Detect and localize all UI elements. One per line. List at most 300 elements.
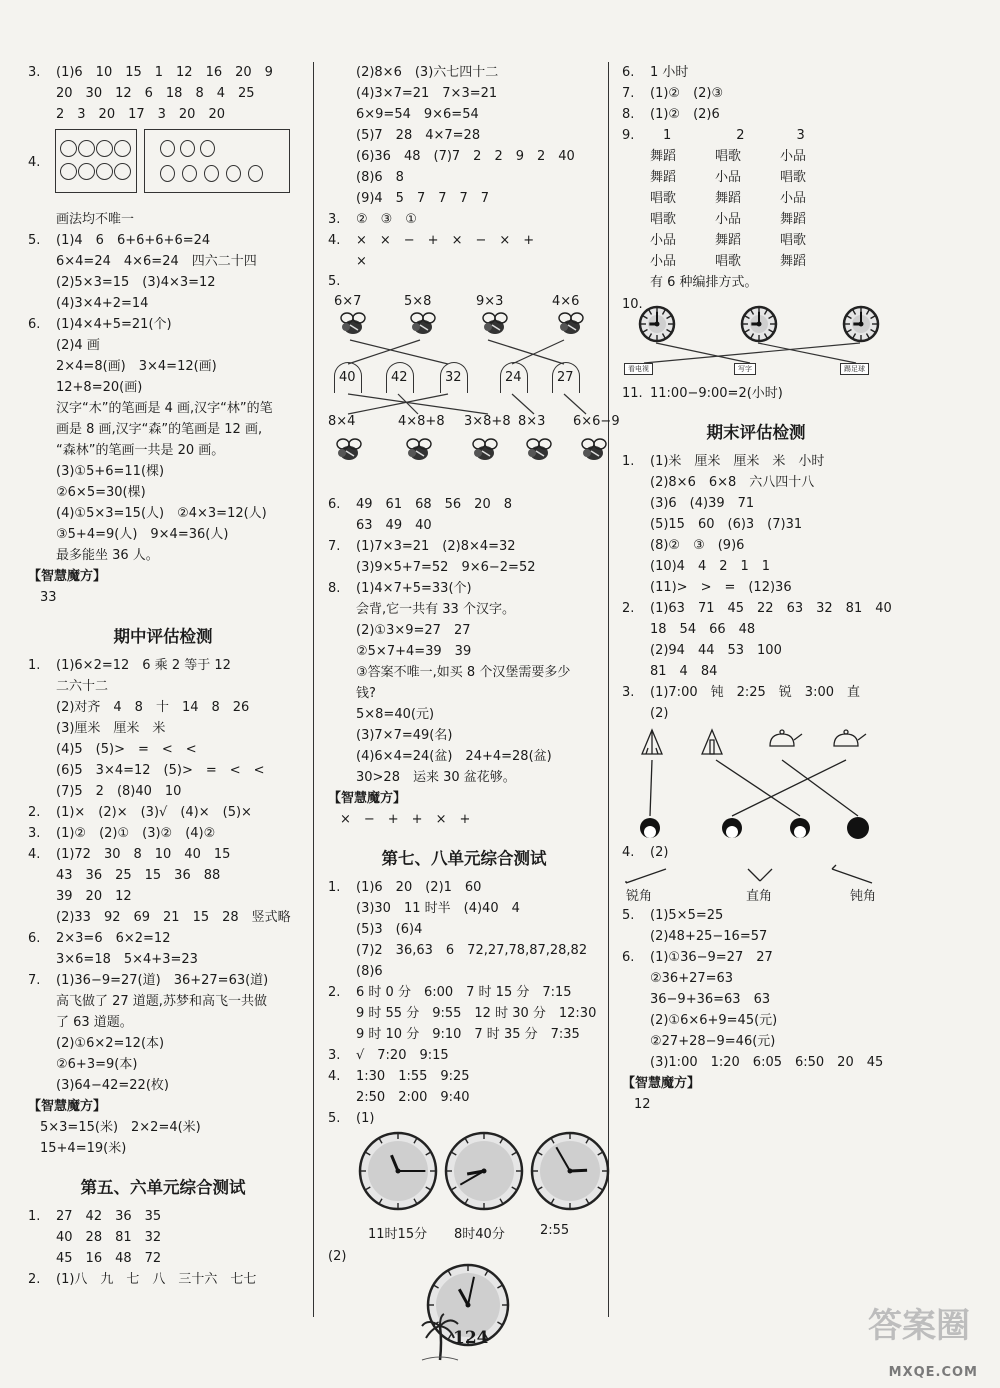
answer-line [328, 746, 600, 767]
answer-text: 1:30 1:55 9:25 [356, 1069, 470, 1084]
answer-line [28, 440, 298, 461]
answer-line [328, 125, 600, 146]
answer-line [28, 1012, 298, 1033]
question-number: 6. [622, 65, 635, 80]
column-divider [313, 62, 314, 1317]
answer-line [28, 503, 298, 524]
answer-text: 舞蹈 小品 唱歌 [650, 170, 807, 185]
answer-line [28, 62, 298, 83]
answer-text: × − + + × + [340, 812, 471, 827]
answer-text: (3)30 11 时半 (4)40 4 [356, 901, 520, 916]
answer-line [622, 125, 890, 146]
answer-text: (2) [650, 706, 669, 721]
answer-line [328, 961, 600, 982]
answer-text: (2)①6×6+9=45(元) [650, 1013, 778, 1028]
answer-text: 12+8=20(画) [56, 380, 143, 395]
answer-line [328, 767, 600, 788]
q5-bottom-label: 3×8+8 [464, 414, 511, 429]
answer-line [622, 926, 890, 947]
q5-bottom-label: 8×4 [328, 414, 356, 429]
clock-part2-label: (2) [328, 1249, 347, 1264]
answer-line [28, 1054, 298, 1075]
answer-text: (2)①3×9=27 27 [356, 623, 471, 638]
question-number: 4. [328, 1069, 341, 1084]
answer-line [622, 493, 890, 514]
answer-text: (3)①5+6=11(棵) [56, 464, 165, 479]
activity-tag: 看电视 [624, 363, 653, 375]
answer-line [622, 842, 890, 863]
answer-text: 有 6 种编排方式。 [650, 275, 758, 290]
answer-text: 39 20 12 [56, 889, 132, 904]
answer-text: 15+4=19(米) [40, 1141, 127, 1156]
answer-line [328, 877, 600, 898]
answer-line [622, 1031, 890, 1052]
clock-icon [356, 1129, 440, 1217]
answer-line [622, 989, 890, 1010]
answer-text: 1 2 3 [650, 128, 805, 143]
answer-text: (1)①36−9=27 27 [650, 950, 773, 965]
answer-line [28, 356, 298, 377]
answer-line [28, 398, 298, 419]
answer-line [622, 619, 890, 640]
angle-label: 锐角 [626, 889, 653, 904]
answer-text: √ 7:20 9:15 [356, 1048, 449, 1063]
angle-label: 钝角 [850, 889, 877, 904]
answer-line [622, 968, 890, 989]
answer-line [622, 104, 890, 125]
watermark-url: MXQE.COM [888, 1365, 978, 1380]
answer-text: (2)48+25−16=57 [650, 929, 768, 944]
shapes-matching-figure [622, 724, 890, 842]
answer-line [622, 188, 890, 209]
answer-line [28, 655, 298, 676]
answer-text: 2 3 20 17 3 20 20 [56, 107, 225, 122]
answer-line [28, 335, 298, 356]
bonus-heading: 【智慧魔方】 [28, 1099, 107, 1114]
answer-line [28, 781, 298, 802]
spacer [28, 608, 298, 619]
answer-line [28, 524, 298, 545]
answer-text: 81 4 84 [650, 664, 718, 679]
answer-line [28, 419, 298, 440]
answer-line [28, 587, 298, 608]
question-number: 10. [622, 297, 643, 312]
answer-line [28, 377, 298, 398]
question-number: 2. [328, 985, 341, 1000]
palm-tree-icon [420, 1312, 460, 1362]
q5-mid-label: 27 [557, 370, 574, 385]
question-number: 8. [328, 581, 341, 596]
answer-line [28, 209, 298, 230]
spacer [28, 1159, 298, 1170]
answer-text: (3)64−42=22(枚) [56, 1078, 169, 1093]
clock-icon [442, 1129, 526, 1217]
answer-line [328, 620, 600, 641]
answer-text: (4)5 (5)> = < < [56, 742, 197, 757]
answer-text: 12 [634, 1097, 651, 1112]
answer-text: 最多能坐 36 人。 [56, 548, 159, 563]
answer-line [622, 167, 890, 188]
answer-line [28, 1138, 298, 1159]
question-number: 4. [622, 845, 635, 860]
answer-text: 27 42 36 35 [56, 1209, 162, 1224]
answer-text: (1)② (2)① (3)② (4)② [56, 826, 216, 841]
answer-text: 18 54 66 48 [650, 622, 756, 637]
answer-line [328, 683, 600, 704]
question-number: 3. [28, 826, 41, 841]
answer-line [622, 383, 890, 404]
answer-line [28, 697, 298, 718]
answer-text: (4)6×4=24(盆) 24+4=28(盆) [356, 749, 552, 764]
answer-line [328, 62, 600, 83]
answer-text: 20 30 12 6 18 8 4 25 [56, 86, 255, 101]
question-number: 5. [328, 274, 341, 289]
answer-line [28, 865, 298, 886]
answer-line [28, 928, 298, 949]
answer-text: 33 [40, 590, 57, 605]
answer-text: (10)4 4 2 1 1 [650, 559, 771, 574]
answer-text: 1 小时 [650, 65, 689, 80]
answer-text: 36−9+36=63 63 [650, 992, 771, 1007]
answer-line [28, 1248, 298, 1269]
answer-line [28, 1033, 298, 1054]
question-number: 4. [28, 155, 41, 170]
answer-line [28, 1075, 298, 1096]
answer-text: (1)63 71 45 22 63 32 81 40 [650, 601, 892, 616]
question-number: 3. [328, 1048, 341, 1063]
answer-line [28, 251, 298, 272]
answer-line [28, 886, 298, 907]
question-number: 3. [328, 212, 341, 227]
answer-text: (8)6 8 [356, 170, 404, 185]
answer-line [28, 1227, 298, 1248]
answer-line [328, 1108, 600, 1129]
q5-bottom-label: 6×6−9 [573, 414, 620, 429]
answer-line [28, 314, 298, 335]
answer-text: (7)5 2 (8)40 10 [56, 784, 182, 799]
answer-line [328, 725, 600, 746]
answer-text: (9)4 5 7 7 7 7 [356, 191, 490, 206]
answer-line [28, 802, 298, 823]
answer-text: (3)9×5+7=52 9×6−2=52 [356, 560, 536, 575]
answer-text: (1)八 九 七 八 三十六 七七 [56, 1272, 257, 1287]
answer-line [328, 104, 600, 125]
answer-text: 5×8=40(元) [356, 707, 435, 722]
answer-line [328, 898, 600, 919]
answer-text: (4)3×4+2=14 [56, 296, 149, 311]
section-heading: 第七、八单元综合测试 [381, 849, 547, 868]
answer-text: 高飞做了 27 道题,苏梦和高飞一共做 [56, 994, 267, 1009]
bonus-heading: 【智慧魔方】 [328, 791, 407, 806]
section-heading: 第五、六单元综合测试 [80, 1178, 246, 1197]
answer-line [28, 293, 298, 314]
answer-text: × [356, 254, 367, 269]
answer-text: 3×6=18 5×4+3=23 [56, 952, 198, 967]
answer-text: 11:00−9:00=2(小时) [650, 386, 783, 401]
question-number: 1. [328, 880, 341, 895]
answer-text: (1)5×5=25 [650, 908, 724, 923]
answer-line [622, 146, 890, 167]
question-number: 5. [28, 233, 41, 248]
answer-line [28, 676, 298, 697]
answer-text: ③5+4=9(人) 9×4=36(人) [56, 527, 229, 542]
watermark-logo: 答案圈 [868, 1306, 970, 1346]
answer-text: 汉字“木”的笔画是 4 画,汉字“林”的笔 [56, 401, 273, 416]
answer-text: (1)② (2)③ [650, 86, 724, 101]
answer-text: (8)6 [356, 964, 383, 979]
answer-line [328, 188, 600, 209]
answer-line [328, 494, 600, 515]
answer-line [622, 947, 890, 968]
answer-line [622, 905, 890, 926]
answer-line [28, 718, 298, 739]
answer-line [328, 982, 600, 1003]
answer-text: 9 时 55 分 9:55 12 时 30 分 12:30 [356, 1006, 597, 1021]
q5-top-label: 9×3 [476, 294, 504, 309]
answer-line [328, 809, 600, 830]
answer-text: (1)4 6 6+6+6+6=24 [56, 233, 211, 248]
answer-line [28, 482, 298, 503]
question-number: 9. [622, 128, 635, 143]
answer-text: × × − + × − × + [356, 233, 535, 248]
answer-line [622, 451, 890, 472]
answer-line [328, 1066, 600, 1087]
question-number: 6. [328, 497, 341, 512]
answer-text: (4)①5×3=15(人) ②4×3=12(人) [56, 506, 267, 521]
answer-line [328, 704, 600, 725]
question-number: 2. [28, 805, 41, 820]
answer-line [28, 545, 298, 566]
answer-line [328, 599, 600, 620]
answer-line [328, 1024, 600, 1045]
answer-text: 40 28 81 32 [56, 1230, 162, 1245]
q5-top-label: 5×8 [404, 294, 432, 309]
question-number: 1. [622, 454, 635, 469]
question-number: 1. [28, 1209, 41, 1224]
answer-text: (2)对齐 4 8 十 14 8 26 [56, 700, 250, 715]
clock-activity-matching-figure [622, 293, 890, 383]
answer-line [328, 230, 600, 251]
answer-line [28, 760, 298, 781]
answer-line [28, 907, 298, 928]
question-number: 4. [28, 847, 41, 862]
answer-text: (1)6 10 15 1 12 16 20 9 [56, 65, 273, 80]
section-heading: 期末评估检测 [706, 423, 806, 442]
answer-text: (1)4×4+5=21(个) [56, 317, 172, 332]
question-number: 2. [28, 1272, 41, 1287]
answer-line [28, 1269, 298, 1290]
answer-text: ②36+27=63 [650, 971, 734, 986]
bonus-heading: 【智慧魔方】 [28, 569, 107, 584]
answer-text: (2)33 92 69 21 15 28 竖式略 [56, 910, 291, 925]
answer-text: (1)7:00 钝 2:25 锐 3:00 直 [650, 685, 860, 700]
answer-line [328, 167, 600, 188]
answer-text: (1)36−9=27(道) 36+27=63(道) [56, 973, 269, 988]
answer-line [28, 844, 298, 865]
answer-text: 43 36 25 15 36 88 [56, 868, 221, 883]
q5-top-label: 6×7 [334, 294, 362, 309]
answer-line [622, 682, 890, 703]
question-number: 3. [622, 685, 635, 700]
multiplication-matching-figure [328, 274, 620, 494]
answer-text: 二六十二 [56, 679, 109, 694]
answer-text: 2×4=8(画) 3×4=12(画) [56, 359, 217, 374]
question-number: 11. [622, 386, 643, 401]
spacer [622, 404, 890, 415]
answer-line [622, 62, 890, 83]
answer-text: (2) [650, 845, 669, 860]
answer-text: 画是 8 画,汉字“森”的笔画是 12 画, [56, 422, 263, 437]
answer-line [28, 949, 298, 970]
answer-text: ② ③ ① [356, 212, 417, 227]
answer-text: (1) [356, 1111, 375, 1126]
question-number: 7. [328, 539, 341, 554]
section-heading: 期中评估检测 [113, 627, 213, 646]
q5-bottom-label: 8×3 [518, 414, 546, 429]
answer-line [622, 640, 890, 661]
column-left [28, 62, 298, 1290]
answer-text: 30>28 运来 30 盆花够。 [356, 770, 516, 785]
answer-line [622, 230, 890, 251]
answer-text: (1)72 30 8 10 40 15 [56, 847, 231, 862]
question-number: 6. [28, 317, 41, 332]
spacer [328, 830, 600, 841]
answer-text: 2×3=6 6×2=12 [56, 931, 171, 946]
answer-text: (5)15 60 (6)3 (7)31 [650, 517, 803, 532]
question-number: 2. [622, 601, 635, 616]
answer-text: (2)8×6 (3)六七四十二 [356, 65, 499, 80]
answer-text: (1)6×2=12 6 乘 2 等于 12 [56, 658, 231, 673]
answer-line [328, 209, 600, 230]
answer-line [622, 535, 890, 556]
answer-line [622, 272, 890, 293]
answer-line [28, 1117, 298, 1138]
answer-line [622, 1052, 890, 1073]
answer-text: (2)①6×2=12(本) [56, 1036, 165, 1051]
angles-figure [622, 863, 890, 905]
answer-text: (3)厘米 厘米 米 [56, 721, 166, 736]
column-right [622, 62, 890, 1115]
answer-text: (8)② ③ (9)6 [650, 538, 745, 553]
answer-text: (3)1:00 1:20 6:05 6:50 20 45 [650, 1055, 884, 1070]
circles-drawing-figure [28, 125, 298, 209]
answer-text: (1)× (2)× (3)√ (4)× (5)× [56, 805, 252, 820]
answer-text: 唱歌 舞蹈 小品 [650, 191, 807, 206]
answer-text: 45 16 48 72 [56, 1251, 162, 1266]
answer-text: (5)3 (6)4 [356, 922, 423, 937]
answer-text: (1)② (2)6 [650, 107, 720, 122]
answer-text: ③答案不唯一,如买 8 个汉堡需要多少 [356, 665, 571, 680]
answer-text: (1)米 厘米 厘米 米 小时 [650, 454, 825, 469]
q5-mid-label: 32 [445, 370, 462, 385]
clock-caption: 11时15分 [368, 1227, 428, 1242]
question-number: 6. [622, 950, 635, 965]
answer-text: 画法均不唯一 [56, 212, 135, 227]
answer-line [328, 662, 600, 683]
answer-line [328, 940, 600, 961]
answer-text: (6)5 3×4=12 (5)> = < < [56, 763, 265, 778]
answer-line [622, 514, 890, 535]
answer-text: (2)8×6 6×8 六八四十八 [650, 475, 815, 490]
answer-text: (1)6 20 (2)1 60 [356, 880, 482, 895]
q5-mid-label: 40 [339, 370, 356, 385]
answer-text: 小品 舞蹈 唱歌 [650, 233, 807, 248]
answer-line [328, 578, 600, 599]
question-number: 7. [28, 973, 41, 988]
question-number: 4. [328, 233, 341, 248]
answer-line [328, 515, 600, 536]
q5-mid-label: 24 [505, 370, 522, 385]
question-number: 5. [328, 1111, 341, 1126]
answer-text: (2)4 画 [56, 338, 100, 353]
answer-line [622, 661, 890, 682]
answer-text: 唱歌 小品 舞蹈 [650, 212, 807, 227]
answer-text: 会背,它一共有 33 个汉字。 [356, 602, 515, 617]
answer-line [28, 230, 298, 251]
answer-text: (5)7 28 4×7=28 [356, 128, 481, 143]
answer-text: (2)5×3=15 (3)4×3=12 [56, 275, 216, 290]
answer-line [328, 536, 600, 557]
answer-text: (2)94 44 53 100 [650, 643, 782, 658]
answer-line [28, 823, 298, 844]
question-number: 1. [28, 658, 41, 673]
answer-text: (1)4×7+5=33(个) [356, 581, 472, 596]
answer-line [622, 83, 890, 104]
answer-line [28, 272, 298, 293]
answer-text: 小品 唱歌 舞蹈 [650, 254, 807, 269]
activity-tag: 写字 [734, 363, 756, 375]
answer-line [622, 598, 890, 619]
answer-line [328, 146, 600, 167]
answer-line [28, 461, 298, 482]
page-number: 124 [453, 1328, 489, 1348]
answer-text: (4)3×7=21 7×3=21 [356, 86, 498, 101]
q5-bottom-label: 4×8+8 [398, 414, 445, 429]
answer-line [622, 577, 890, 598]
answer-text: 舞蹈 唱歌 小品 [650, 149, 807, 164]
answer-text: 6×4=24 4×6=24 四六二十四 [56, 254, 257, 269]
answer-text: (3)6 (4)39 71 [650, 496, 755, 511]
answer-text: (3)7×7=49(名) [356, 728, 453, 743]
answer-line [622, 251, 890, 272]
angle-label: 直角 [746, 889, 773, 904]
answer-text: 钱? [356, 686, 376, 701]
bonus-heading: 【智慧魔方】 [622, 1076, 701, 1091]
question-number: 8. [622, 107, 635, 122]
answer-text: 6×9=54 9×6=54 [356, 107, 479, 122]
clock-icon [528, 1129, 612, 1217]
question-number: 3. [28, 65, 41, 80]
answer-text: ②6×5=30(棵) [56, 485, 146, 500]
answer-text: 5×3=15(米) 2×2=4(米) [40, 1120, 201, 1135]
answer-text: 了 63 道题。 [56, 1015, 133, 1030]
answer-line [622, 556, 890, 577]
question-number: 7. [622, 86, 635, 101]
clock-caption: 2:55 [540, 1223, 570, 1238]
q5-top-label: 4×6 [552, 294, 580, 309]
answer-text: 6 时 0 分 6:00 7 时 15 分 7:15 [356, 985, 572, 1000]
answer-text: 63 49 40 [356, 518, 432, 533]
answer-line [28, 83, 298, 104]
answer-line [622, 472, 890, 493]
answer-text: ②27+28−9=46(元) [650, 1034, 776, 1049]
answer-line [328, 251, 600, 272]
q5-mid-label: 42 [391, 370, 408, 385]
answer-text: (11)> > = (12)36 [650, 580, 792, 595]
answer-line [28, 991, 298, 1012]
answer-line [28, 1206, 298, 1227]
answer-line [28, 104, 298, 125]
